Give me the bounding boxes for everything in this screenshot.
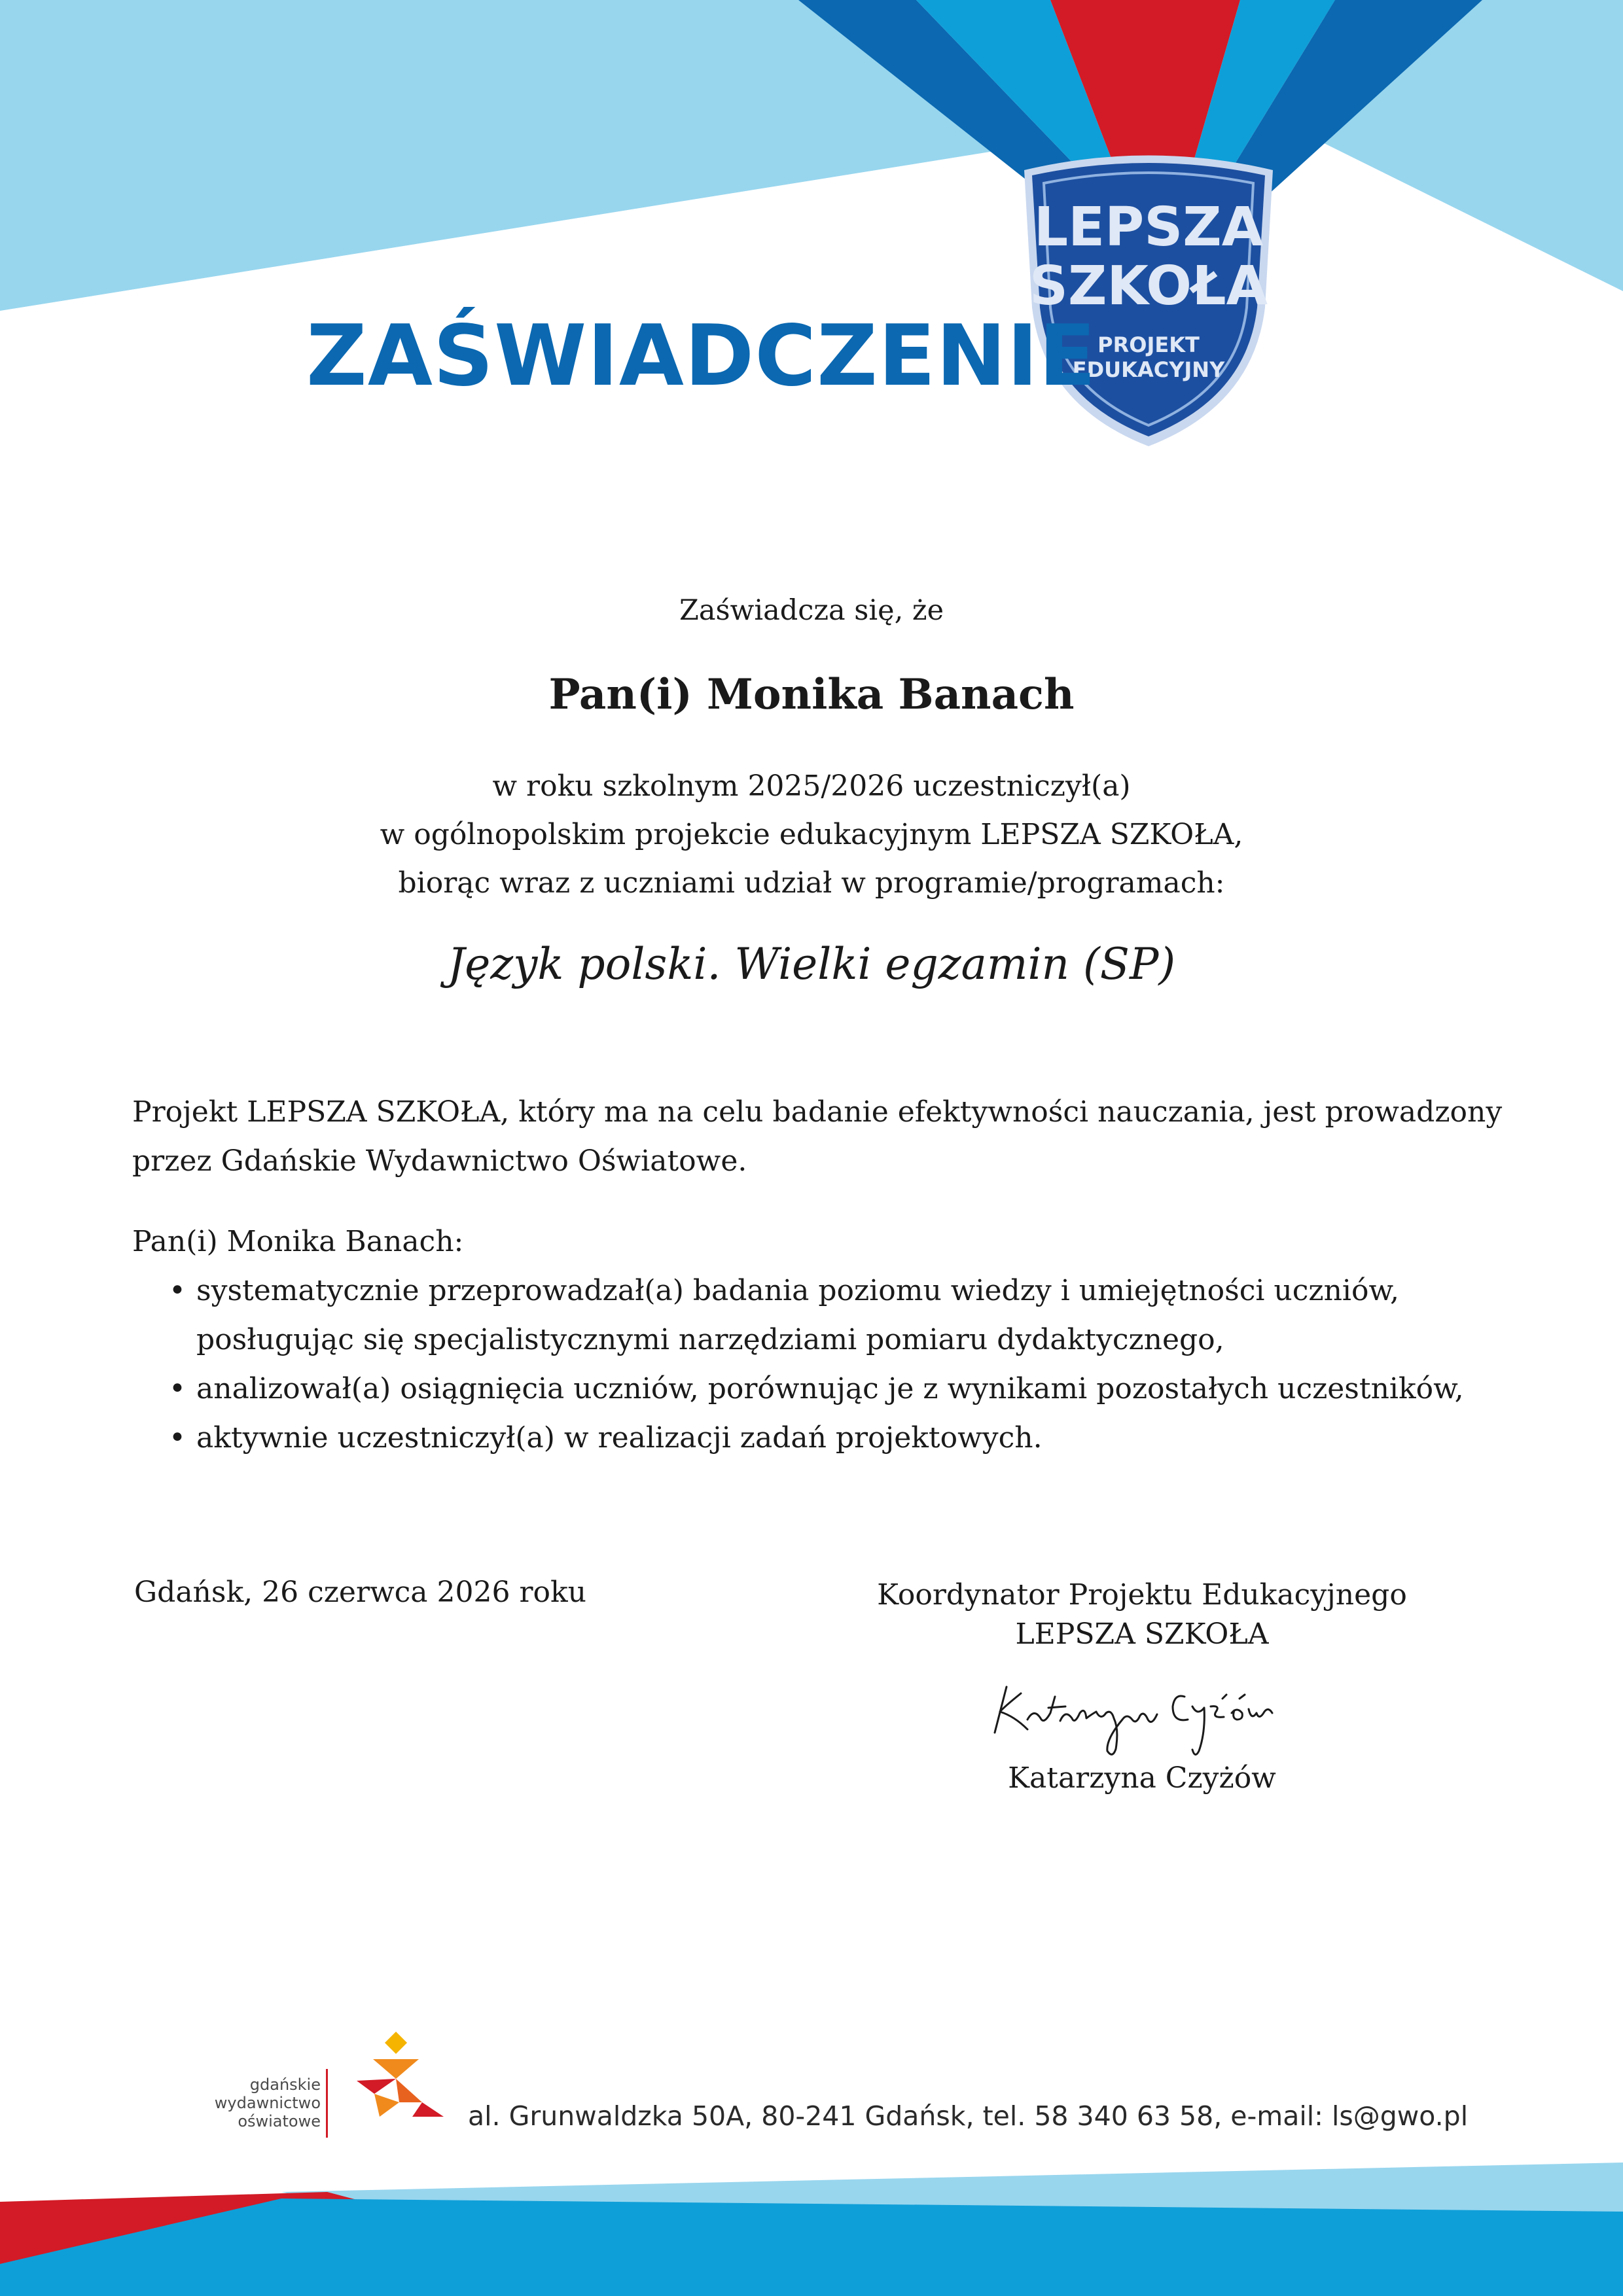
list-item: • analizował(a) osiągnięcia uczniów, porównując je z wynikami pozostałych uczestników,	[169, 1364, 1517, 1413]
signer-name: Katarzyna Czyżów	[1008, 1761, 1276, 1795]
list-intro: Pan(i) Monika Banach:	[132, 1225, 464, 1258]
logo-text-line: gdańskie	[249, 2075, 321, 2094]
badge-line4: EDUKACYJNY	[1072, 357, 1225, 382]
shield-icon	[1018, 144, 1279, 451]
list-item-text: • systematycznie przeprowadzał(a) badania poziomu wiedzy i umiejętności uczniów,	[196, 1274, 1399, 1307]
bottom-blue-band	[0, 2199, 1623, 2296]
recipient-name: Pan(i) Monika Banach	[548, 670, 1075, 719]
list-item: • aktywnie uczestniczył(a) w realizacji zadań projektowych.	[169, 1413, 1517, 1462]
activities-list	[169, 1266, 1517, 1462]
description-line: biorąc wraz z uczniami udział w programie/programach:	[398, 866, 1225, 900]
place-date: Gdańsk, 26 czerwca 2026 roku	[134, 1576, 586, 1609]
publisher-logo-text	[190, 2075, 321, 2130]
coordinator-title	[838, 1576, 1446, 1654]
paragraph-line: Projekt LEPSZA SZKOŁA, który ma na celu badanie efektywności nauczania, jest prowadzony	[132, 1095, 1503, 1129]
lepsza-szkola-badge	[1018, 144, 1279, 454]
description-line: w roku szkolnym 2025/2026 uczestniczył(a)	[492, 769, 1131, 803]
participation-description	[0, 762, 1623, 908]
project-paragraph	[132, 1087, 1507, 1186]
signature-image	[988, 1667, 1289, 1765]
list-item	[169, 1266, 1517, 1364]
intro-text: Zaświadcza się, że	[679, 594, 944, 627]
coordinator-line: Koordynator Projektu Edukacyjnego	[877, 1578, 1407, 1612]
paragraph-line: przez Gdańskie Wydawnictwo Oświatowe.	[132, 1144, 747, 1178]
coordinator-line: LEPSZA SZKOŁA	[1015, 1617, 1269, 1651]
badge-line3: PROJEKT	[1097, 332, 1200, 357]
publisher-logo	[334, 2032, 445, 2126]
description-line: w ogólnopolskim projekcie edukacyjnym LEPSZA SZKOŁA,	[380, 818, 1243, 851]
tangram-figure-icon	[334, 2032, 445, 2123]
logo-divider	[326, 2069, 328, 2138]
logo-text-line: oświatowe	[238, 2112, 321, 2130]
contact-address: al. Grunwaldzka 50A, 80-241 Gdańsk, tel. 58 340 63 58, e-mail: ls@gwo.pl	[468, 2100, 1469, 2132]
badge-line1: LEPSZA	[1033, 196, 1264, 258]
logo-text-line: wydawnictwo	[214, 2094, 321, 2112]
handwritten-signature	[988, 1667, 1289, 1768]
badge-line2: SZKOŁA	[1029, 255, 1268, 317]
program-name: Język polski. Wielki egzamin (SP)	[447, 939, 1176, 989]
page-title: ZAŚWIADCZENIE	[306, 308, 1097, 405]
list-item-text: posługując się specjalistycznymi narzędziami pomiaru dydaktycznego,	[196, 1323, 1224, 1356]
